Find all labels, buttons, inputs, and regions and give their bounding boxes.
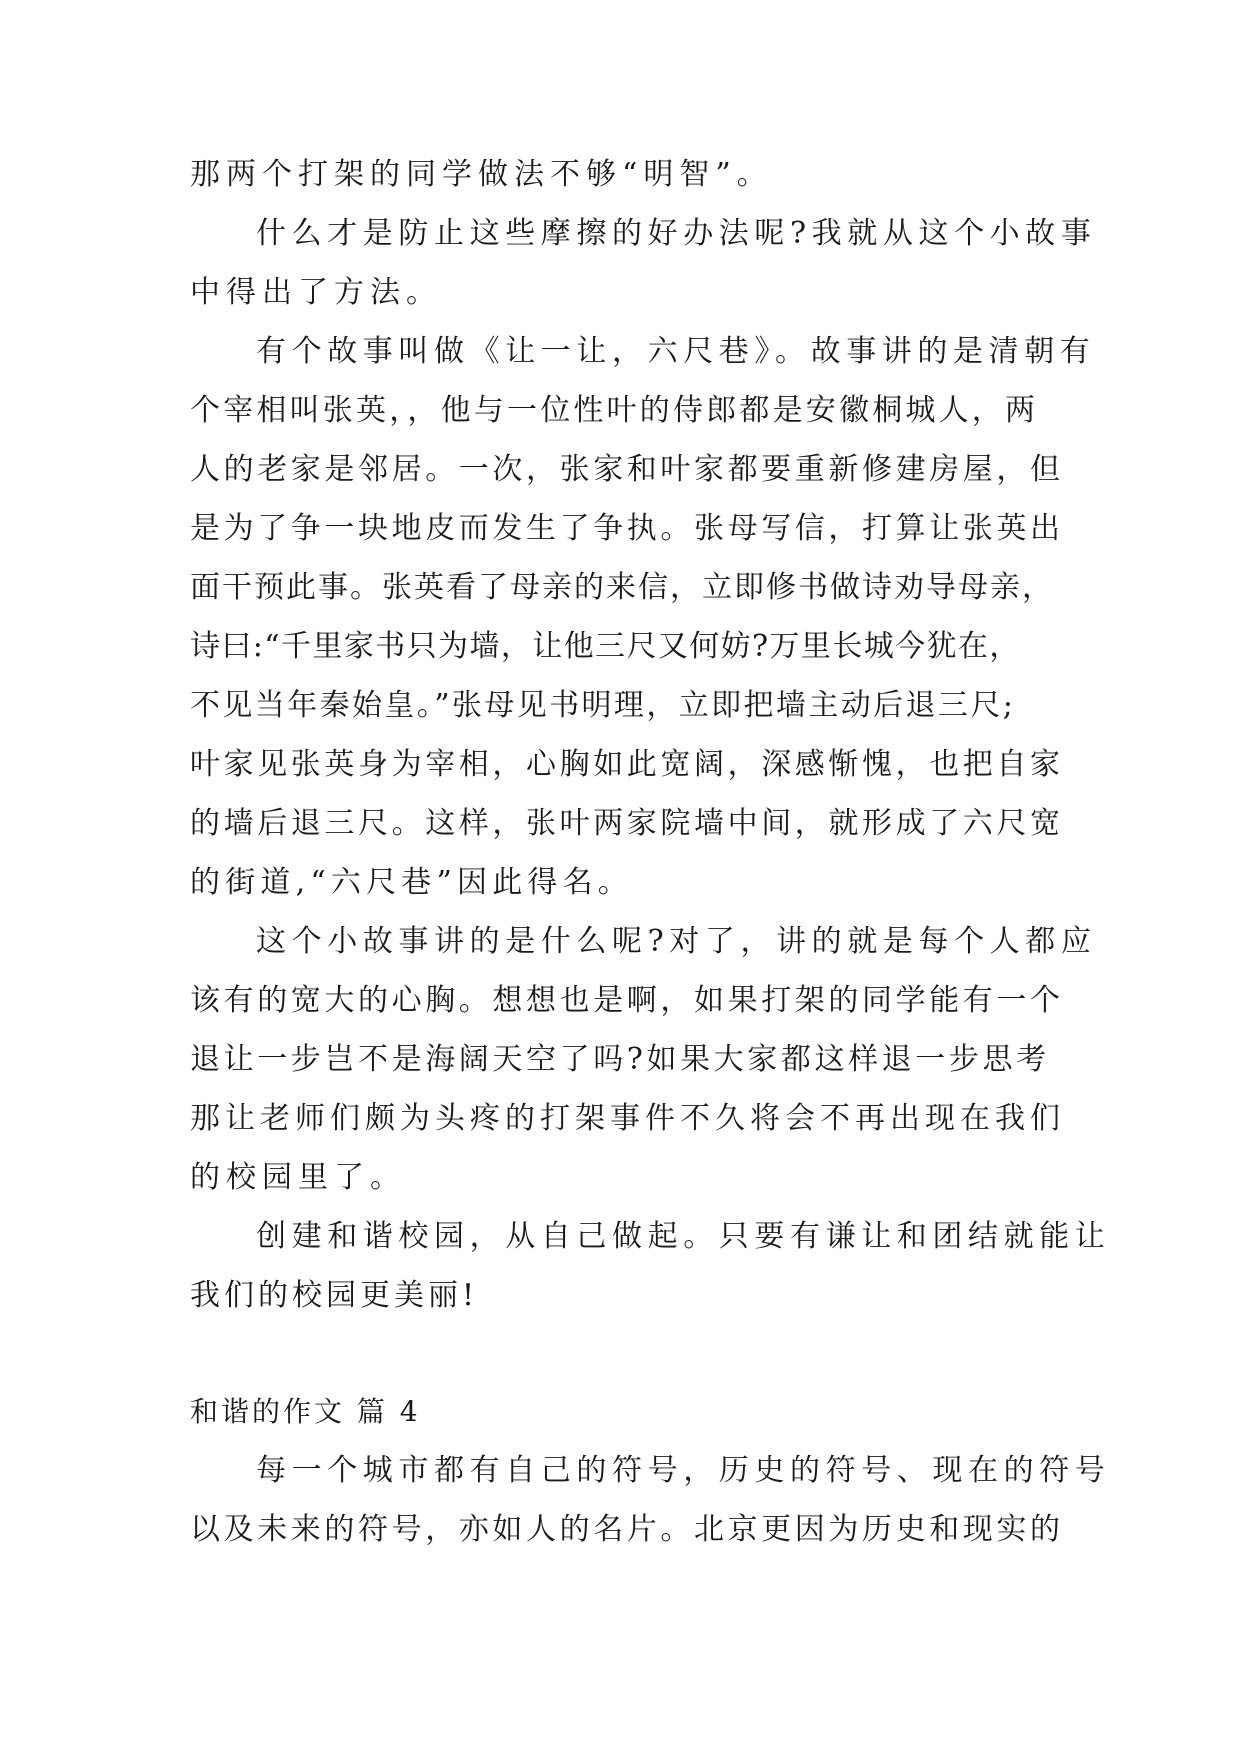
paragraph (190, 1452, 1111, 1549)
text-line: 退让一步岂不是海阔天空了吗?如果大家都这样退一步思考 (190, 1042, 1050, 1077)
text-line: 诗曰:“千里家书只为墙，让他三尺又何妨?万里长城今犹在， (190, 629, 1021, 664)
text-line: 是为了争一块地皮而发生了争执。张母写信，打算让张英出 (190, 511, 1064, 546)
document-page (190, 156, 1111, 1549)
text-line: 人的老家是邻居。一次，张家和叶家都要重新修建房屋，但 (190, 452, 1064, 487)
text-line: 该有的宽大的心胸。想想也是啊，如果打架的同学能有一个 (190, 983, 1064, 1018)
text-line: 不见当年秦始皇。”张母见书明理，立即把墙主动后退三尺; (190, 688, 1016, 723)
text-line: 的校园里了。 (190, 1160, 406, 1195)
text-line: 中得出了方法。 (190, 275, 442, 310)
text-line: 叶家见张英身为宰相，心胸如此宽阔，深感惭愧，也把自家 (190, 747, 1064, 782)
text-line: 那两个打架的同学做法不够“明智”。 (190, 157, 773, 192)
paragraph (190, 1218, 1111, 1315)
text-line: 什么才是防止这些摩擦的好办法呢?我就从这个小故事 (256, 216, 1097, 251)
text-line: 面干预此事。张英看了母亲的来信，立即修书做诗劝导母亲， (190, 570, 1054, 605)
paragraph (190, 215, 1097, 312)
paragraph (190, 923, 1097, 1197)
text-line: 每一个城市都有自己的符号，历史的符号、现在的符号 (256, 1453, 1111, 1488)
paragraph (190, 156, 1050, 194)
text-line: 那让老师们颇为头疼的打架事件不久将会不再出现在我们 (190, 1101, 1065, 1136)
text-line: 这个小故事讲的是什么呢?对了，讲的就是每个人都应 (256, 924, 1097, 959)
section-heading: 和谐的作文 篇 4 (190, 1395, 421, 1428)
text-line: 创建和谐校园，从自己做起。只要有谦让和团结就能让 (256, 1219, 1111, 1254)
text-line: 以及未来的符号，亦如人的名片。北京更因为历史和现实的 (190, 1512, 1064, 1547)
paragraph (190, 333, 1096, 902)
text-line: 有个故事叫做《让一让，六尺巷》。故事讲的是清朝有 (256, 334, 1096, 369)
text-line: 个宰相叫张英，，他与一位性叶的侍郎都是安徽桐城人，两 (190, 393, 1039, 428)
text-line: 的街道,“六尺巷”因此得名。 (190, 865, 634, 900)
text-line: 的墙后退三尺。这样，张叶两家院墙中间，就形成了六尺宽 (190, 806, 1064, 841)
text-line: 我们的校园更美丽! (190, 1278, 479, 1313)
